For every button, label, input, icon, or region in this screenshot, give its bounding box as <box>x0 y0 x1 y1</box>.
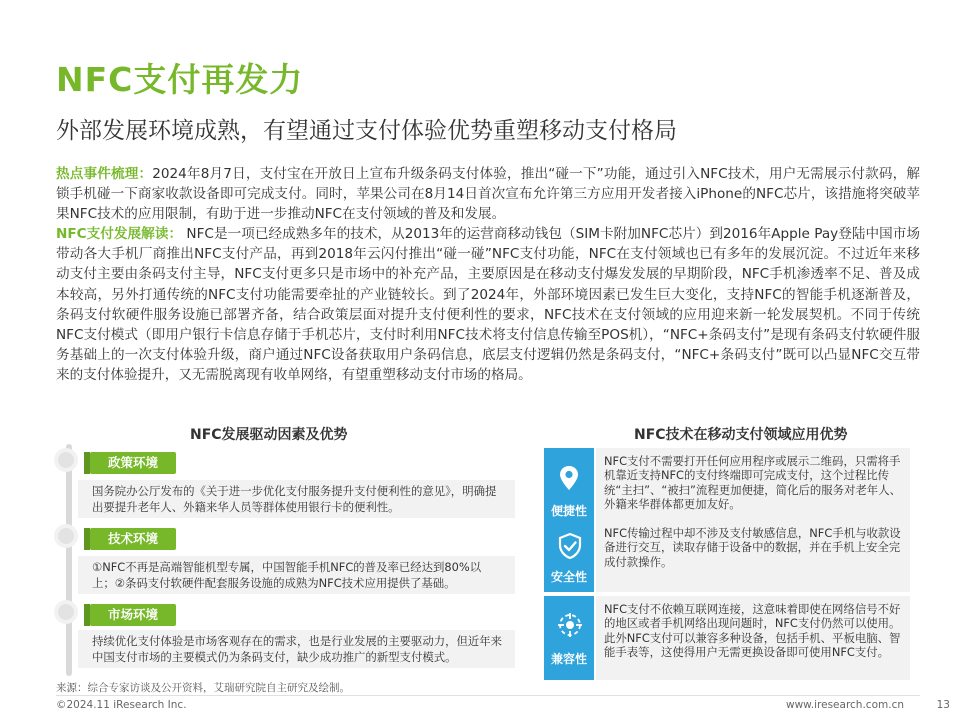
hot-event-paragraph <box>56 164 920 224</box>
source-note: 来源：综合专家访谈及公开资料，艾瑞研究院自主研究及绘制。 <box>56 682 350 694</box>
advantage-label: 安全性 <box>550 570 587 584</box>
nfc-analysis-paragraph <box>56 224 920 385</box>
advantage-description: NFC支付不依赖互联网连接，这意味着即使在网络信号不好的地区或者手机网络出现问题时，NFC支付仍然可以使用。此外NFC支付可以兼容多种设备，包括手机、平板电脑、智能手表等，这使得用户无需更换设备即可使用NFC支付。 <box>596 596 910 680</box>
timeline-dot <box>54 524 78 548</box>
advantage-label: 便捷性 <box>550 504 587 518</box>
nfc-analysis-lead: NFC支付发展解读： <box>56 226 183 243</box>
policy-description: 国务院办公厅发布的《关于进一步优化支付服务提升支付便利性的意见》，明确提出要提升老年人、外籍来华人员等群体使用银行卡的便利性。 <box>78 480 515 518</box>
right-panel-title: NFC技术在移动支付领域应用优势 <box>634 427 848 443</box>
timeline-dot <box>54 600 78 624</box>
market-description: 持续优化支付体验是市场客观存在的需求，也是行业发展的主要驱动力，但近年来中国支付市场的主要模式仍为条码支付，缺少成功推广的新型支付模式。 <box>78 630 515 668</box>
website-link[interactable]: www.iresearch.com.cn <box>785 699 904 711</box>
page-title: NFC支付再发力 <box>56 60 304 99</box>
advantage-security <box>544 514 910 598</box>
hot-event-text: 2024年8月7日，支付宝在开放日上宣布升级条码支付体验，推出“碰一下”功能，通过引入NFC技术，用户无需展示付款码，解锁手机碰一下商家收款设备即可完成支付。同时，苹果公司在8月14日首次宣布允许第三方应用开发者接入iPhone的NFC芯片，该措施将突破苹果NFC技术的应用限制，有助于进一步推动NFC在支付领域的普及和发展。 <box>56 166 920 223</box>
network-hub-icon <box>557 612 583 638</box>
footer-divider <box>56 695 920 696</box>
tag-policy: 政策环境 <box>90 452 176 474</box>
advantage-label: 兼容性 <box>550 652 587 666</box>
advantage-compatibility <box>544 596 910 680</box>
advantage-description: NFC传输过程中却不涉及支付敏感信息，NFC手机与收款设备进行交互，读取存储于设备中的数据，并在手机上安全完成付款操作。 <box>596 520 910 592</box>
advantage-icon-box <box>544 520 594 592</box>
hot-event-lead: 热点事件梳理： <box>56 166 153 182</box>
page-number: 13 <box>936 699 950 711</box>
advantage-description: NFC支付不需要打开任何应用程序或展示二维码，只需将手机靠近支持NFC的支付终端即可完成支付，这个过程比传统“主扫”、“被扫”流程更加便捷，简化后的服务对老年人、外籍来华群体都更加友好。 <box>596 448 910 532</box>
left-panel-title: NFC发展驱动因素及优势 <box>190 427 348 443</box>
nfc-analysis-text: NFC是一项已经成熟多年的技术，从2013年的运营商移动钱包（SIM卡附加NFC芯片）到2016年Apple Pay登陆中国市场带动各大手机厂商推出NFC支付产品，再到2018年云闪付推出“碰一碰”NFC支付功能，NFC在支付领域也已有多年的发展沉淀。不过近年来移动支付主要由条码支付主导，NFC支付更多只是市场中的补充产品，主要原因是在移动支付爆发发展的早期阶段，NFC手机渗透率不足、普及成本较高，另外打通传统的NFC支付功能需要牵扯的产业链较长。到了2024年，外部环境因素已发生巨大变化，支持NFC的智能手机逐渐普及，条码支付软硬件服务设施已部署齐备，结合政策层面对提升支付便利性的要求，NFC技术在支付领域的应用迎来新一轮发展契机。不同于传统NFC支付模式（即用户银行卡信息存储于手机芯片，支付时利用NFC技术将支付信息传输至POS机），“NFC+条码支付”是现有条码支付软硬件服务基础上的一次支付体验升级，商户通过NFC设备获取用户条码信息，底层支付逻辑仍然是条码支付，“NFC+条码支付”既可以凸显NFC交互带来的支付体验提升，又无需脱离现有收单网络，有望重塑移动支付市场的格局。 <box>56 226 920 383</box>
copyright: ©2024.11 iResearch Inc. <box>56 699 187 711</box>
location-pin-icon <box>557 464 581 492</box>
timeline-bar <box>66 444 72 676</box>
timeline-dot <box>54 448 78 472</box>
tag-market: 市场环境 <box>90 604 176 626</box>
tag-technology: 技术环境 <box>90 528 176 550</box>
advantage-icon-box <box>544 596 594 680</box>
body-text <box>56 164 920 385</box>
page-subtitle: 外部发展环境成熟，有望通过支付体验优势重塑移动支付格局 <box>56 118 677 144</box>
shield-check-icon <box>557 532 583 560</box>
technology-description: ①NFC不再是高端智能机型专属，中国智能手机NFC的普及率已经达到80%以上；②条码支付软硬件配套服务设施的成熟为NFC技术应用提供了基础。 <box>78 556 515 594</box>
